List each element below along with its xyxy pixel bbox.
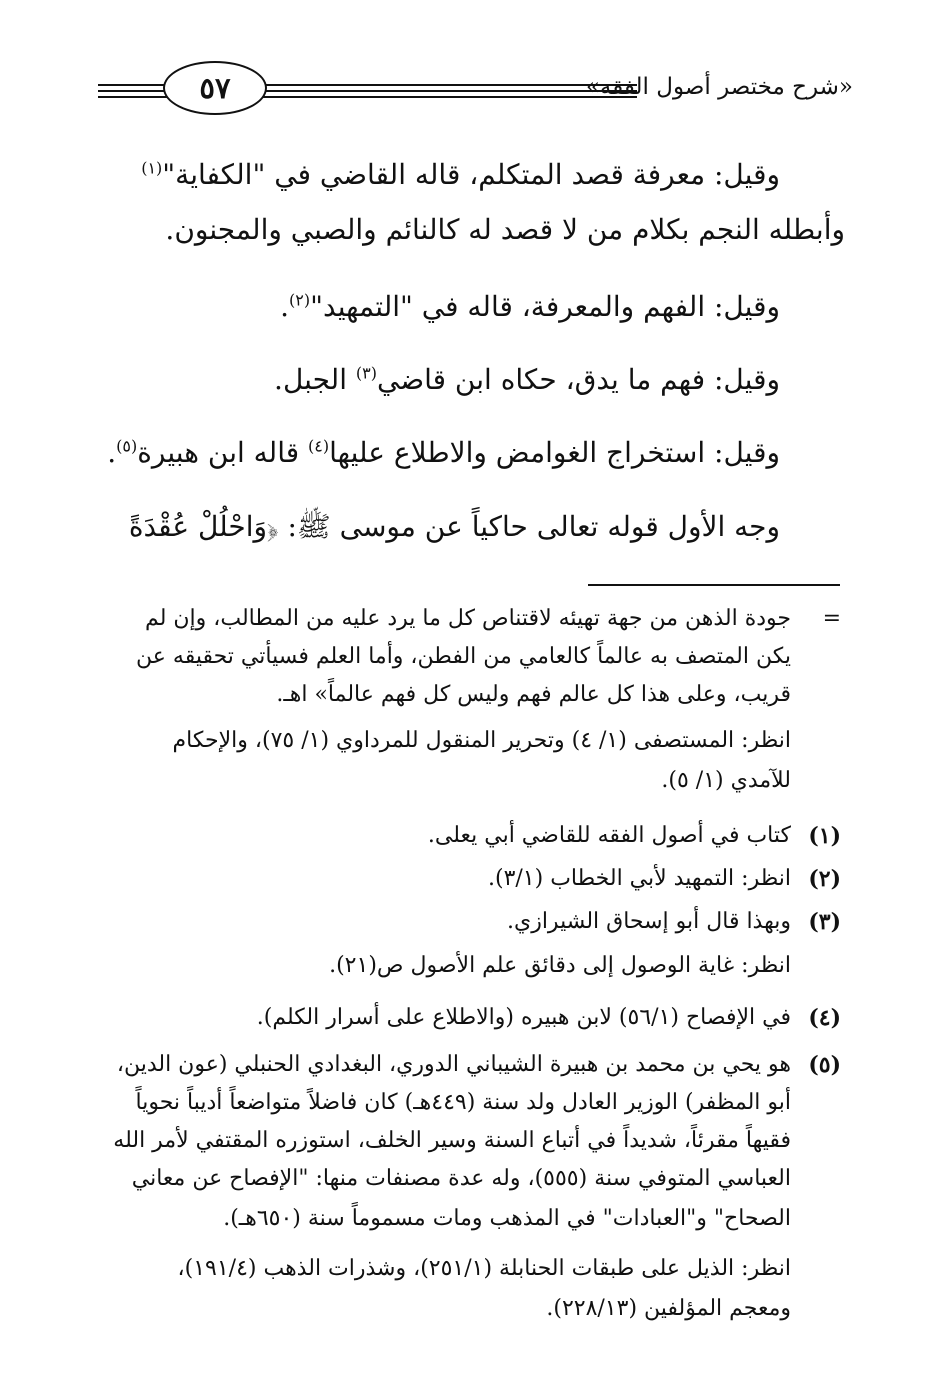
- footnote-ref: (٢): [289, 290, 311, 310]
- main-line-3: وقيل: الفهم والمعرفة، قاله في "التمهيد"$^{(٢)}$.: [280, 290, 780, 323]
- main-line-4: وقيل: فهم ما يدق، حكاه ابن قاضي$^{(٣)}$ الجبل.: [274, 363, 780, 396]
- footnote-line: انظر: الذيل على طبقات الحنابلة (٢٥١/١)، وشذرات الذهب (١٩١/٤)،: [177, 1256, 791, 1281]
- main-line-5: وقيل: استخراج الغوامض والاطلاع عليها$^{(٤)}$ قاله ابن هبيرة$^{(٥)}$.: [107, 436, 780, 469]
- main-line-6: وجه الأول قوله تعالى حاكياً عن موسى ﷺ: ﴿وَاحْلُلْ عُقْدَةً: [128, 510, 780, 543]
- page-number: ٥٧: [199, 71, 231, 105]
- footnote-line: هو يحي بن محمد بن هبيرة الشيباني الدوري، البغدادي الحنبلي (عون الدين،: [116, 1052, 791, 1077]
- footnote-ref: (٥): [116, 436, 138, 456]
- footnote-line: ومعجم المؤلفين (٢٢٨/١٣).: [546, 1296, 791, 1321]
- footnote-number: (٥): [808, 1052, 841, 1078]
- footnote-ref: (٤): [308, 436, 330, 456]
- footnote-number: (٣): [808, 909, 841, 935]
- footnote-line: وبهذا قال أبو إسحاق الشيرازي.: [506, 909, 791, 934]
- main-line-1: وقيل: معرفة قصد المتكلم، قاله القاضي في "الكفاية"$^{(١)}$: [141, 158, 780, 191]
- footnote-line: انظر: المستصفى (١/ ٤) وتحرير المنقول للمرداوي (١/ ٧٥)، والإحكام: [172, 728, 791, 753]
- footnote-line: الصحاح" و"العبادات" في المذهب ومات مسموماً سنة (٦٥٠هـ).: [223, 1206, 791, 1231]
- footnote-line: فقيهاً مقرئاً، شديداً في أتباع السنة وسير الخلف، استوزره المقتفي لأمر الله: [113, 1128, 791, 1153]
- footnote-line: انظر: التمهيد لأبي الخطاب (٣/١).: [488, 866, 791, 891]
- footnote-ref: (١): [141, 158, 163, 178]
- footnote-line: جودة الذهن من جهة تهيئه لاقتناص كل ما يرد عليه من المطالب، وإن لم: [145, 606, 791, 631]
- main-line-2: وأبطله النجم بكلام من لا قصد له كالنائم والصبي والمجنون.: [165, 213, 845, 246]
- footnote-line: العباسي المتوفي سنة (٥٥٥)، وله عدة مصنفات منها: "الإفصاح عن معاني: [131, 1166, 791, 1191]
- running-header-title: «شرح مختصر أصول الفقه»: [585, 74, 853, 100]
- footnote-number: (٤): [808, 1005, 841, 1031]
- footnote-ref: (٣): [355, 363, 377, 383]
- footnote-number: (١): [808, 823, 841, 849]
- footnote-line: يكن المتصف به عالماً كالعامي من الفطن، وأما العلم فسيأتي تحقيقه عن: [136, 644, 791, 669]
- page-number-badge: [163, 61, 267, 115]
- footnote-line: أبو المظفر) الوزير العادل ولد سنة (٤٤٩هـ) كان فاضلاً متواضعاً أديباً نحوياً: [135, 1090, 791, 1115]
- footnote-line: كتاب في أصول الفقه للقاضي أبي يعلى.: [427, 823, 791, 848]
- footnote-line: في الإفصاح (٥٦/١) لابن هبيره (والاطلاع على أسرار الكلم).: [256, 1005, 791, 1030]
- footnote-number: (٢): [808, 866, 841, 892]
- footnote-separator: [588, 584, 840, 586]
- continuation-mark: =: [822, 606, 841, 631]
- footnote-line: قريب، وعلى هذا كل عالم فهم وليس كل فهم عالماً» اهـ.: [276, 682, 791, 707]
- footnote-line: انظر: غاية الوصول إلى دقائق علم الأصول ص(٢١).: [329, 953, 791, 978]
- footnote-line: للآمدي (١/ ٥).: [661, 768, 791, 793]
